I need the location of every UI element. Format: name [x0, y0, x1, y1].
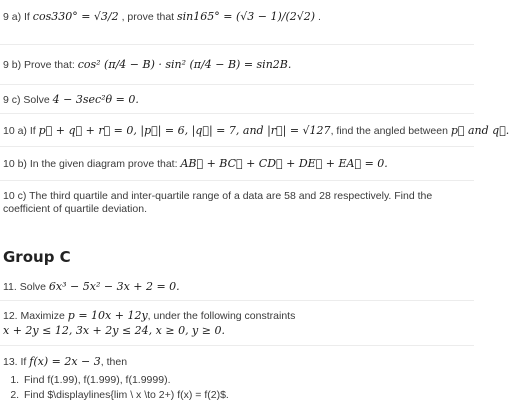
question-label: 9 b) Prove that: — [3, 59, 75, 71]
divider — [0, 146, 474, 147]
math-expression: f(x) = 2x − 3 — [29, 355, 101, 368]
question-text: , then — [100, 356, 128, 368]
question-9b — [3, 58, 291, 72]
math-expression: p⃗ and q⃗. — [450, 124, 509, 137]
question-10b — [3, 157, 388, 171]
math-expression: AB⃗ + BC⃗ + CD⃗ + DE⃗ + EA⃗ = 0. — [180, 157, 388, 170]
section-heading: Group C — [3, 248, 71, 266]
question-label: 10 b) In the given diagram prove that: — [3, 158, 178, 170]
question-label: 9 a) If — [3, 11, 30, 23]
question-12 — [3, 309, 295, 323]
math-expression: p⃗ + q⃗ + r⃗ = 0, |p⃗| = 6, |q⃗| = 7, and |r⃗| = √127 — [38, 124, 331, 137]
math-expression: sin165° = (√3 − 1)/(2√2) — [177, 10, 316, 23]
question-10a — [3, 124, 509, 138]
question-10c — [3, 190, 469, 216]
math-expression: cos² (π/4 − B) · sin² (π/4 − B) = sin2B. — [77, 58, 292, 71]
divider — [0, 113, 474, 114]
math-expression: cos330° = √3/2 — [32, 10, 119, 23]
divider — [0, 300, 474, 301]
question-12-constraints — [3, 324, 225, 338]
question-label: 11. Solve — [3, 281, 46, 293]
question-text: , under the following constraints — [147, 310, 296, 322]
question-9c — [3, 93, 139, 107]
question-text: 10 c) The third quartile and inter-quartile range of a data are 58 and 28 respectively. Find the coefficient of quartile deviation. — [3, 190, 433, 215]
question-text: . — [318, 11, 321, 23]
divider — [0, 84, 474, 85]
divider — [0, 345, 474, 346]
question-13 — [3, 355, 127, 369]
sub-question-list — [0, 373, 229, 403]
question-label: 12. Maximize — [3, 310, 65, 322]
question-9a — [3, 10, 321, 24]
question-text: , find the angled between — [330, 125, 448, 137]
divider — [0, 44, 474, 45]
question-11 — [3, 280, 180, 294]
question-text: , prove that — [121, 11, 175, 23]
math-expression: 6x³ − 5x² − 3x + 2 = 0. — [48, 280, 180, 293]
question-label: 13. If — [3, 356, 27, 368]
math-expression: x + 2y ≤ 12, 3x + 2y ≤ 24, x ≥ 0, y ≥ 0. — [3, 324, 225, 337]
math-expression: 4 − 3sec²θ = 0. — [52, 93, 139, 106]
math-expression: p = 10x + 12y — [67, 309, 148, 322]
divider — [0, 180, 474, 181]
list-item: 2. Find $\displaylines{lim \ x \to 2+) f(x) = f(2)$. — [22, 388, 229, 403]
list-item: 1. Find f(1.99), f(1.999), f(1.9999). — [22, 373, 229, 388]
question-label: 10 a) If — [3, 125, 36, 137]
question-label: 9 c) Solve — [3, 94, 50, 106]
